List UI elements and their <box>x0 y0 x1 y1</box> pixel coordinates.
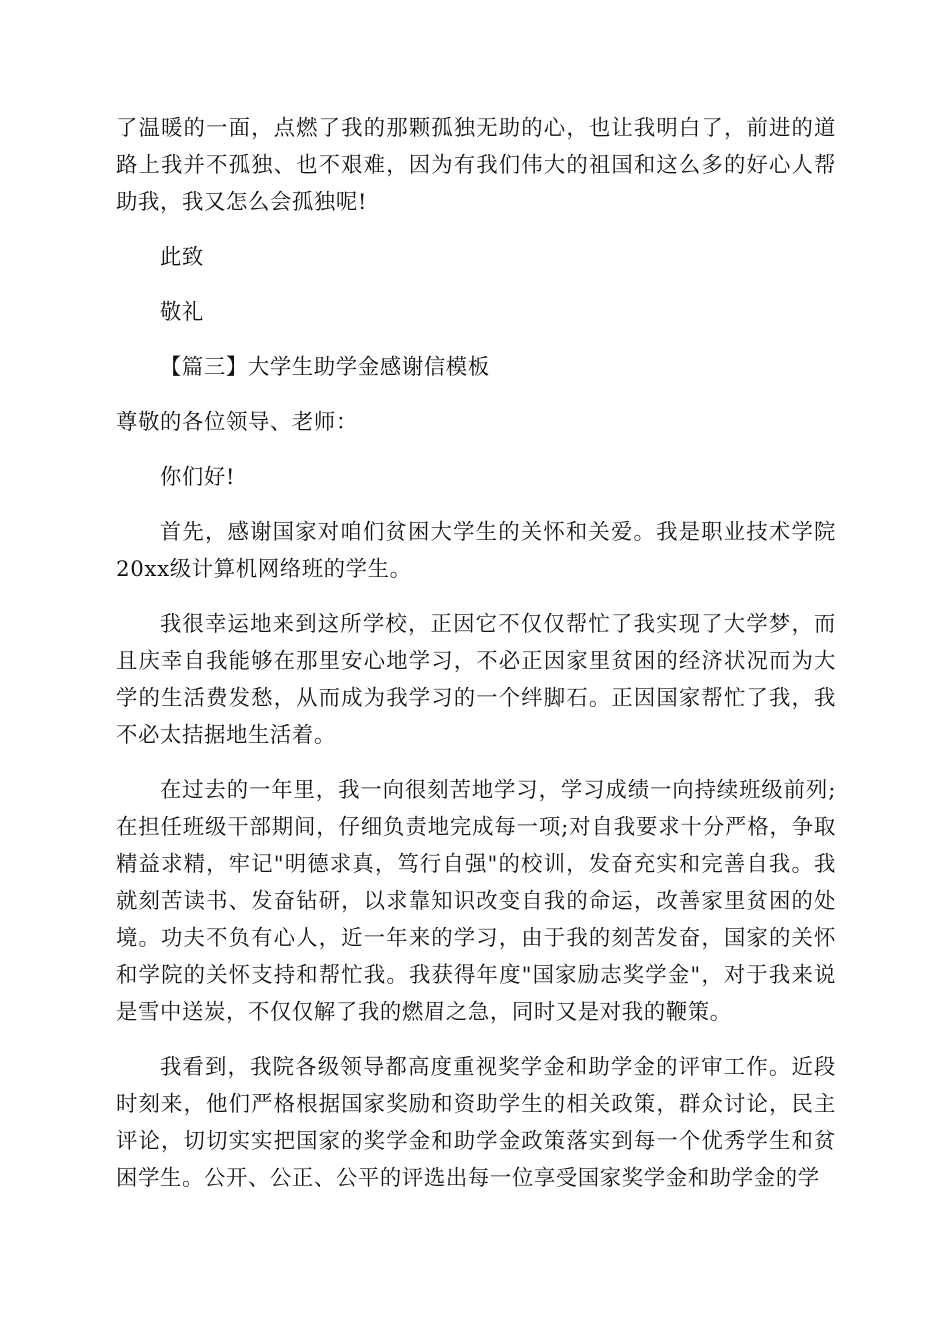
paragraph-school: 我很幸运地来到这所学校，正因它不仅仅帮忙了我实现了大学梦，而且庆幸自我能够在那里安心地学习，不必正因家里贫困的经济状况而为大学的生活费发愁，从而成为我学习的一个绊脚石。正因国家帮忙了我，我不必太拮据地生活着。 <box>116 612 836 748</box>
document-page <box>116 110 836 1215</box>
section-heading: 【篇三】大学生助学金感谢信模板 <box>159 355 490 380</box>
closing-jingli: 敬礼 <box>159 300 204 325</box>
paragraph-leaders: 我看到，我院各级领导都高度重视奖学金和助学金的评审工作。近段时刻来，他们严格根据国家奖励和资助学生的相关政策，群众讨论，民主评论，切切实实把国家的奖学金和助学金政策落实到每一个优秀学生和贫困学生。公开、公正、公平的评选出每一位享受国家奖学金和助学金的学 <box>116 1055 836 1191</box>
paragraph-past-year: 在过去的一年里，我一向很刻苦地学习，学习成绩一向持续班级前列;在担任班级干部期间，仔细负责地完成每一项;对自我要求十分严格，争取精益求精，牢记"明德求真，笃行自强"的校训，发奋充实和完善自我。我就刻苦读书、发奋钻研，以求靠知识改变自我的命运，改善家里贫困的处境。功夫不负有心人，近一年来的学习，由于我的刻苦发奋，国家的关怀和学院的关怀支持和帮忙我。我获得年度"国家励志奖学金"，对于我来说是雪中送炭，不仅仅解了我的燃眉之急，同时又是对我的鞭策。 <box>116 778 836 1025</box>
salutation: 尊敬的各位领导、老师： <box>116 410 358 435</box>
paragraph-intro: 首先，感谢国家对咱们贫困大学生的关怀和关爱。我是职业技术学院20xx级计算机网络班的学生。 <box>116 520 836 582</box>
closing-cizhi: 此致 <box>159 245 204 270</box>
paragraph-continuation: 了温暖的一面，点燃了我的那颗孤独无助的心，也让我明白了，前进的道路上我并不孤独、也不艰难，因为有我们伟大的祖国和这么多的好心人帮助我，我又怎么会孤独呢! <box>116 116 836 215</box>
greeting: 你们好! <box>159 465 236 490</box>
